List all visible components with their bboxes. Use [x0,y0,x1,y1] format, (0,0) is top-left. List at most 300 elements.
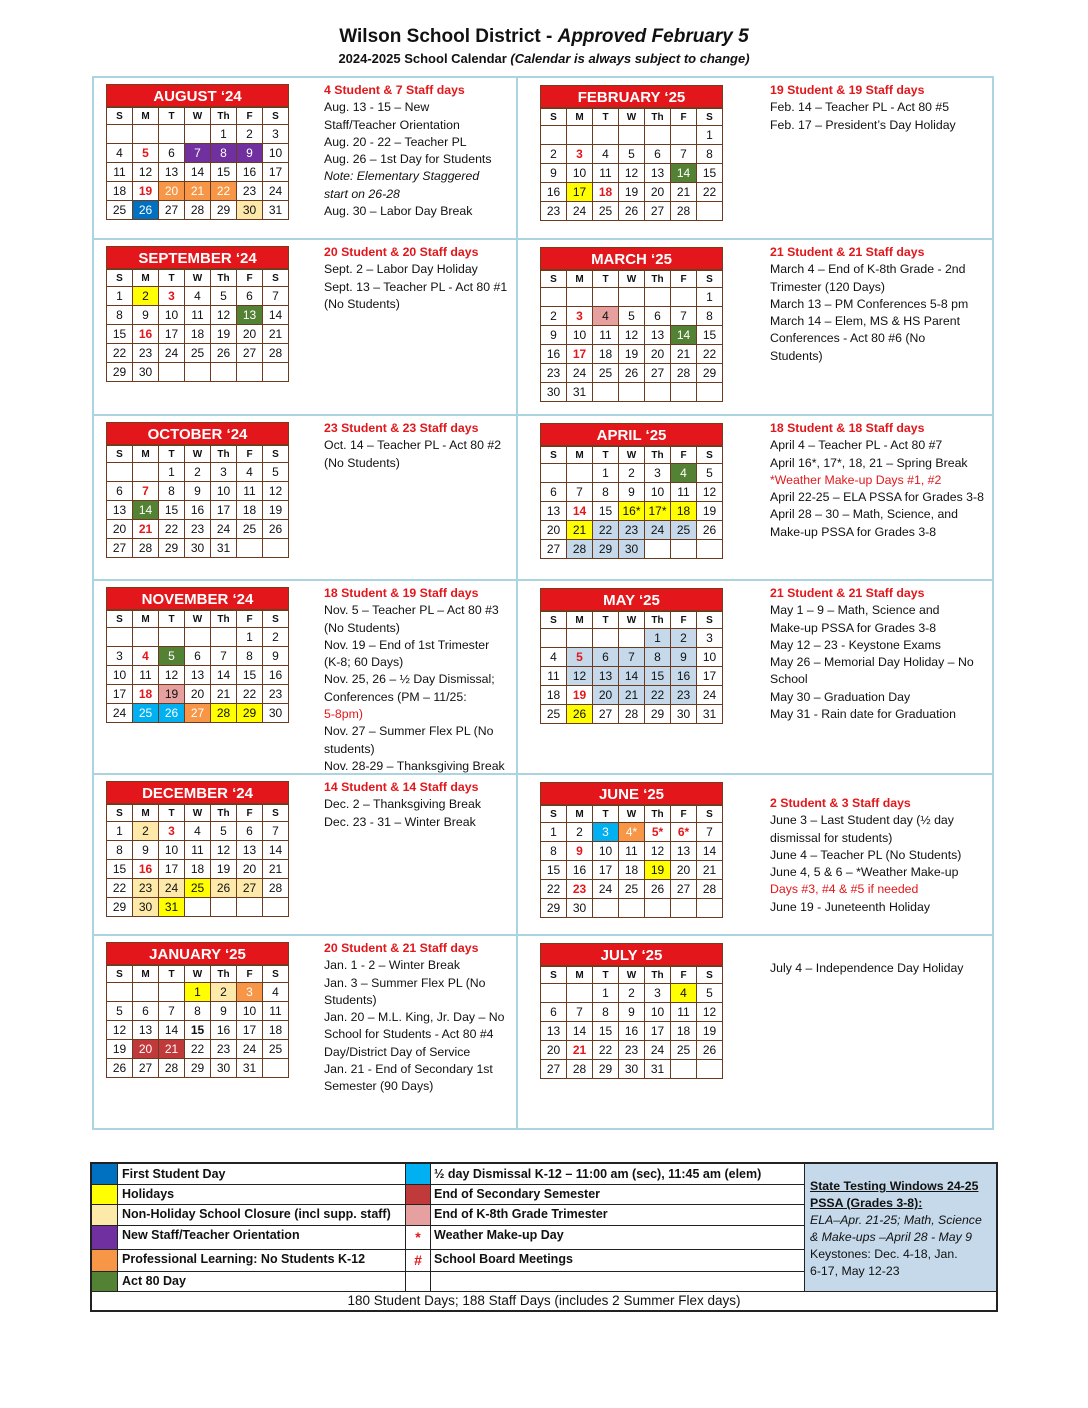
day-cell: 20 [237,860,263,879]
day-cell: 4 [593,145,619,164]
day-cell: 11 [133,666,159,685]
day-cell: 25 [541,705,567,724]
week-row [107,501,289,520]
month-cell [518,581,994,775]
month-name: AUGUST ‘24 [106,84,289,107]
week-row [107,463,289,482]
week-row [541,1003,723,1022]
day-of-week-header: W [185,805,211,822]
day-cell: 29 [211,201,237,220]
note-line: dismissal for students) [770,830,893,845]
week-row [107,182,289,201]
day-cell: 27 [541,1060,567,1079]
week-row [107,520,289,539]
note-line: School for Students - Act 80 #4 [324,1027,494,1042]
day-cell: 22 [107,344,133,363]
day-cell: 30 [185,539,211,558]
day-cell: 12 [619,164,645,183]
day-cell: 27 [159,201,185,220]
day-cell: 20 [541,521,567,540]
legend-footer: 180 Student Days; 188 Staff Days (includes 2 Summer Flex days) [347,1293,741,1308]
legend-label: Act 80 Day [122,1274,186,1288]
note-line: April 4 – Teacher PL - Act 80 #7 [770,438,943,453]
day-cell [671,126,697,145]
day-cell [593,126,619,145]
day-cell [541,288,567,307]
day-of-week-header: S [697,967,723,984]
day-cell: 9 [185,482,211,501]
month-cell [518,240,994,416]
note-line: Jan. 1 - 2 – Winter Break [324,958,461,973]
day-cell: 3 [645,984,671,1003]
day-cell [159,363,185,382]
day-cell: 6 [645,307,671,326]
day-cell [671,383,697,402]
week-row [541,648,723,667]
day-cell: 12 [211,306,237,325]
day-cell: 9 [133,841,159,860]
day-cell [263,1059,289,1078]
month-calendar [540,85,723,221]
day-cell: 30 [671,705,697,724]
day-cell: 7 [263,287,289,306]
day-cell: 23 [133,344,159,363]
day-cell: 18 [541,686,567,705]
day-cell: 15 [645,667,671,686]
note-line: Conferences - Act 80 #6 (No [770,331,926,346]
day-cell: 18 [671,502,697,521]
month-days-table [106,804,289,917]
note-line: (K-8; 60 Days) [324,655,404,670]
month-notes [324,940,518,1096]
day-cell: 6 [237,287,263,306]
month-name: MAY ‘25 [540,588,723,611]
day-cell: 27 [645,202,671,221]
day-of-week-header: S [697,271,723,288]
month-name: SEPTEMBER ‘24 [106,246,289,269]
day-cell: 2 [133,822,159,841]
day-cell: 22 [107,879,133,898]
week-row [107,879,289,898]
month-cell [94,240,518,416]
month-calendar [106,587,289,723]
day-cell [619,383,645,402]
week-row [541,842,723,861]
note-line: Dec. 23 - 31 – Winter Break [324,814,476,829]
day-cell: 23 [541,364,567,383]
month-calendar [540,782,723,918]
day-cell: 21 [619,686,645,705]
legend-row-divider [92,1225,804,1226]
day-of-week-header: Th [211,611,237,628]
day-cell: 2 [237,125,263,144]
day-cell: 5 [619,307,645,326]
month-cell [94,775,518,936]
day-of-week-header: Th [645,806,671,823]
testing-line: Keystones: Dec. 4-18, Jan. [810,1247,958,1261]
day-cell: 3 [567,307,593,326]
day-cell: 17 [159,860,185,879]
day-cell: 6 [185,647,211,666]
day-of-week-header: T [159,611,185,628]
day-cell: 5 [107,1002,133,1021]
day-cell: 7 [567,483,593,502]
day-cell: 30 [619,1060,645,1079]
day-cell: 5 [567,648,593,667]
day-cell: 15 [107,860,133,879]
note-line: 18 Student & 19 Staff days [324,586,479,600]
day-cell: 28 [697,880,723,899]
day-of-week-header: T [159,270,185,287]
day-cell [645,383,671,402]
day-cell: 22 [541,880,567,899]
district-title: Wilson School District - Approved February 5 [339,26,749,47]
day-cell: 1 [541,823,567,842]
week-row [541,464,723,483]
week-row [107,325,289,344]
day-cell: 17 [697,667,723,686]
day-cell: 26 [159,704,185,723]
note-line: Nov. 19 – End of 1st Trimester [324,637,490,652]
day-cell: 29 [159,539,185,558]
day-cell: 1 [107,287,133,306]
month-name: OCTOBER ‘24 [106,422,289,445]
day-of-week-header: F [671,447,697,464]
note-line: May 31 - Rain date for Graduation [770,707,956,722]
day-cell: 8 [185,1002,211,1021]
day-cell [645,126,671,145]
day-cell: 31 [697,705,723,724]
day-cell: 13 [671,842,697,861]
day-cell: 21 [567,521,593,540]
week-row [541,364,723,383]
day-cell [593,288,619,307]
day-of-week-header: Th [645,109,671,126]
day-cell: 24 [567,202,593,221]
month-calendar [540,943,723,1079]
day-cell: 20 [541,1041,567,1060]
day-cell [567,288,593,307]
day-cell: 7 [211,647,237,666]
day-cell [211,363,237,382]
day-cell: 15 [593,502,619,521]
day-cell: 10 [263,144,289,163]
day-cell: 23 [619,521,645,540]
day-cell: 12 [159,666,185,685]
day-cell: 18 [133,685,159,704]
note-line: July 4 – Independence Day Holiday [770,961,964,975]
day-cell [593,383,619,402]
day-cell: 10 [107,666,133,685]
day-cell: 13 [541,1022,567,1041]
day-cell: 5 [263,463,289,482]
day-cell [593,629,619,648]
note-line: start on 26-28 [324,186,400,201]
week-row [107,539,289,558]
day-cell [133,628,159,647]
day-cell: 28 [567,540,593,559]
week-row [541,145,723,164]
note-line: 18 Student & 18 Staff days [770,421,925,435]
month-notes [770,244,992,365]
week-row [541,164,723,183]
day-cell: 9 [671,648,697,667]
day-cell: 1 [593,984,619,1003]
day-of-week-header: W [185,446,211,463]
month-name: JANUARY ‘25 [106,942,289,965]
month-calendar [540,588,723,724]
day-of-week-header: S [263,805,289,822]
day-cell [185,363,211,382]
day-of-week-header: M [133,611,159,628]
day-cell: 12 [645,842,671,861]
day-cell: 29 [593,540,619,559]
day-cell: 20 [671,861,697,880]
day-cell: 22 [159,520,185,539]
week-row [107,1040,289,1059]
legend-swatch [92,1204,117,1225]
day-cell: 8 [697,145,723,164]
week-row [107,860,289,879]
day-cell [697,540,723,559]
day-of-week-header: M [133,270,159,287]
day-cell: 3 [697,629,723,648]
day-cell [541,629,567,648]
day-of-week-header: M [133,446,159,463]
day-cell: 25 [185,344,211,363]
day-of-week-header: S [541,967,567,984]
day-of-week-header: S [541,271,567,288]
legend [90,1162,998,1312]
day-of-week-header: F [237,966,263,983]
day-cell: 23 [133,879,159,898]
note-line: Nov. 5 – Teacher PL – Act 80 #3 [324,603,499,618]
day-cell [159,628,185,647]
day-of-week-header: Th [645,612,671,629]
day-of-week-header: S [541,806,567,823]
day-cell [697,202,723,221]
week-row [107,287,289,306]
day-cell: 25 [671,521,697,540]
month-calendar [540,247,723,402]
note-line: 4 Student & 7 Staff days [324,83,465,97]
day-cell: 27 [133,1059,159,1078]
day-cell: 12 [263,482,289,501]
note-line: June 4 – Teacher PL (No Students) [770,847,962,862]
day-cell: 14 [263,306,289,325]
legend-label: End of K-8th Grade Trimester [434,1207,608,1221]
note-line: June 4, 5 & 6 – *Weather Make-up [770,865,959,880]
note-line: Jan. 3 – Summer Flex PL (No [324,975,486,990]
note-line: Jan. 21 - End of Secondary 1st [324,1062,493,1077]
day-cell: 9 [619,483,645,502]
day-cell: 24 [211,520,237,539]
day-of-week-header: W [619,806,645,823]
day-cell: 7 [159,1002,185,1021]
day-cell: 13 [541,502,567,521]
day-cell: 22 [697,183,723,202]
day-of-week-header: W [619,612,645,629]
week-row [541,880,723,899]
day-of-week-header: T [593,612,619,629]
day-of-week-header: S [541,109,567,126]
day-cell: 18 [107,182,133,201]
day-cell: 17 [107,685,133,704]
day-of-week-header: F [237,446,263,463]
day-cell: 4 [237,463,263,482]
day-cell: 14 [211,666,237,685]
day-cell: 25 [185,879,211,898]
note-line: March 14 – Elem, MS & HS Parent [770,314,960,329]
day-of-week-header: Th [211,270,237,287]
day-cell: 27 [107,539,133,558]
week-row [107,822,289,841]
note-line: May 12 – 23 - Keystone Exams [770,637,941,652]
week-row [541,667,723,686]
day-cell [619,288,645,307]
day-cell [263,363,289,382]
week-row [541,629,723,648]
day-cell [107,125,133,144]
day-cell: 28 [619,705,645,724]
day-cell: 7 [671,145,697,164]
day-cell: 31 [645,1060,671,1079]
day-of-week-header: Th [645,447,671,464]
day-cell: 9 [541,164,567,183]
legend-swatch [406,1184,430,1204]
note-line: 23 Student & 23 Staff days [324,421,479,435]
day-cell: 15 [107,325,133,344]
month-days-table [540,270,723,402]
day-cell: 3 [159,287,185,306]
day-cell: 7 [263,822,289,841]
day-cell: 19 [133,182,159,201]
day-cell: 24 [645,1041,671,1060]
week-row [107,898,289,917]
day-cell: 27 [237,879,263,898]
day-cell [645,540,671,559]
month-cell [518,936,994,1128]
day-cell [107,983,133,1002]
legend-swatch: # [414,1252,422,1268]
day-cell [185,898,211,917]
day-of-week-header: W [185,270,211,287]
note-line: (No Students) [324,455,400,470]
day-cell: 21 [671,183,697,202]
legend-row-divider [92,1271,804,1272]
day-cell: 13 [645,326,671,345]
month-name: APRIL ‘25 [540,423,723,446]
day-cell: 14 [671,326,697,345]
note-line: *Weather Make-up Days #1, #2 [770,472,942,487]
day-cell: 1 [107,822,133,841]
note-line: (No Students) [324,620,400,635]
day-of-week-header: F [671,806,697,823]
week-row [541,126,723,145]
day-cell: 19 [619,183,645,202]
day-cell: 18 [619,861,645,880]
day-cell: 17 [263,163,289,182]
day-cell: 17* [645,502,671,521]
day-cell: 31 [211,539,237,558]
day-cell: 4 [671,464,697,483]
day-cell: 16 [619,1022,645,1041]
day-cell: 14 [567,1022,593,1041]
day-cell: 26 [567,705,593,724]
day-cell [185,125,211,144]
day-cell: 29 [107,898,133,917]
day-cell: 26 [697,521,723,540]
day-cell: 24 [159,879,185,898]
legend-swatch: * [415,1229,421,1245]
month-days-table [540,108,723,221]
day-cell: 10 [645,483,671,502]
day-cell: 15 [697,164,723,183]
day-cell [671,899,697,918]
legend-label: First Student Day [122,1167,226,1181]
day-cell: 6 [541,483,567,502]
day-cell: 9 [133,306,159,325]
day-cell: 12 [133,163,159,182]
day-cell: 4 [263,983,289,1002]
day-cell: 28 [671,364,697,383]
week-row [107,704,289,723]
day-cell: 3 [107,647,133,666]
day-of-week-header: W [185,611,211,628]
day-cell: 29 [237,704,263,723]
note-line: Aug. 20 - 22 – Teacher PL [324,134,467,149]
month-notes [324,420,518,472]
day-cell: 17 [645,1022,671,1041]
day-cell: 15 [237,666,263,685]
month-notes [324,779,518,831]
day-cell: 11 [107,163,133,182]
week-row [107,647,289,666]
note-line: Students) [770,348,823,363]
day-cell [671,540,697,559]
note-line: 5-8pm) [324,707,363,722]
day-cell: 6* [671,823,697,842]
day-cell: 27 [671,880,697,899]
legend-col-divider [405,1164,406,1291]
day-of-week-header: T [593,806,619,823]
day-cell: 10 [237,1002,263,1021]
day-cell: 27 [237,344,263,363]
day-cell: 19 [107,1040,133,1059]
testing-title: State Testing Windows 24-25 [810,1179,979,1193]
day-cell: 1 [159,463,185,482]
day-cell: 24 [645,521,671,540]
day-cell [645,288,671,307]
day-cell: 19 [697,1022,723,1041]
day-cell: 18 [263,1021,289,1040]
day-of-week-header: S [263,270,289,287]
day-cell: 4 [107,144,133,163]
day-cell: 16 [185,501,211,520]
month-days-table [106,965,289,1078]
day-cell: 10 [159,306,185,325]
note-line: June 3 – Last Student day (½ day [770,813,954,828]
day-cell: 1 [593,464,619,483]
day-cell: 24 [237,1040,263,1059]
month-calendar [106,781,289,917]
day-of-week-header: W [619,447,645,464]
day-cell: 19 [263,501,289,520]
legend-swatch [406,1164,430,1184]
week-row [107,666,289,685]
week-row [541,288,723,307]
month-notes [770,420,992,541]
